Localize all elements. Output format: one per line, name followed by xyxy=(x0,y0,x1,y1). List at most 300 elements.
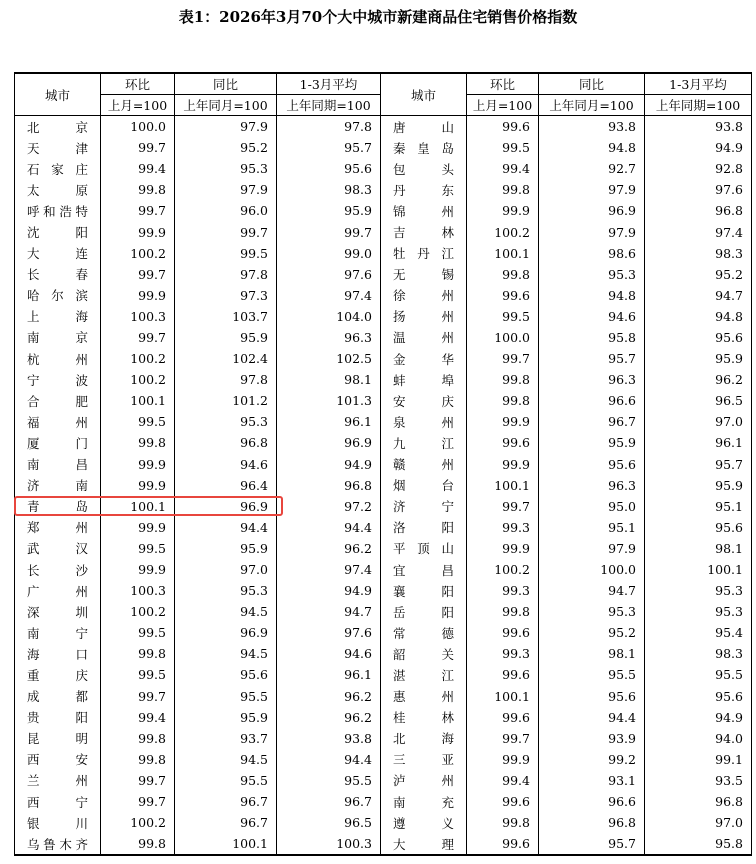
value-cell-mom: 99.6 xyxy=(467,664,539,685)
city-name: 北 京 xyxy=(27,119,88,135)
value-cell-mom: 99.8 xyxy=(101,749,175,770)
city-cell xyxy=(15,243,101,264)
value-cell-yoy: 97.9 xyxy=(539,179,645,200)
value-cell-mom: 100.1 xyxy=(101,496,175,517)
value-cell-mom: 99.6 xyxy=(467,833,539,855)
city-name: 南 京 xyxy=(27,330,88,346)
city-name: 福 州 xyxy=(27,414,88,430)
city-cell xyxy=(15,158,101,179)
value-cell-yoy: 95.1 xyxy=(539,517,645,538)
table-row xyxy=(15,686,752,707)
city-name: 惠 州 xyxy=(393,689,454,705)
value-cell-yoy: 95.0 xyxy=(539,496,645,517)
value-cell-mom: 99.6 xyxy=(467,791,539,812)
value-cell-mom: 99.7 xyxy=(467,348,539,369)
value-cell-yoy: 96.6 xyxy=(539,791,645,812)
city-cell xyxy=(381,243,467,264)
city-name: 乌 鲁 木 齐 xyxy=(27,836,88,852)
value-cell-mom: 100.1 xyxy=(467,243,539,264)
city-name: 遵 义 xyxy=(393,815,454,831)
value-cell-mom: 99.8 xyxy=(101,833,175,855)
city-name: 蚌 埠 xyxy=(393,372,454,388)
value-cell-avg: 95.3 xyxy=(645,601,752,622)
header-yoy-base-left: 上年同月=100 xyxy=(175,95,277,116)
value-cell-mom: 99.4 xyxy=(101,707,175,728)
table-row xyxy=(15,285,752,306)
value-cell-yoy: 99.2 xyxy=(539,749,645,770)
value-cell-avg: 98.3 xyxy=(645,243,752,264)
city-cell xyxy=(381,538,467,559)
city-name: 长 沙 xyxy=(27,562,88,578)
city-cell xyxy=(381,622,467,643)
value-cell-avg: 96.1 xyxy=(277,411,381,432)
value-cell-yoy: 97.8 xyxy=(175,264,277,285)
value-cell-avg: 96.5 xyxy=(277,812,381,833)
value-cell-yoy: 94.5 xyxy=(175,643,277,664)
city-cell xyxy=(15,622,101,643)
table-row xyxy=(15,833,752,855)
value-cell-mom: 99.9 xyxy=(467,411,539,432)
city-name: 南 充 xyxy=(393,794,454,810)
value-cell-yoy: 95.3 xyxy=(175,580,277,601)
city-cell xyxy=(15,116,101,138)
value-cell-yoy: 95.9 xyxy=(175,538,277,559)
value-cell-avg: 96.8 xyxy=(645,791,752,812)
value-cell-mom: 99.6 xyxy=(467,622,539,643)
city-cell xyxy=(381,179,467,200)
city-cell xyxy=(15,580,101,601)
value-cell-mom: 99.7 xyxy=(467,496,539,517)
value-cell-yoy: 95.9 xyxy=(539,432,645,453)
city-name: 上 海 xyxy=(27,309,88,325)
value-cell-yoy: 96.4 xyxy=(175,475,277,496)
city-name: 大 理 xyxy=(393,836,454,852)
value-cell-yoy: 95.5 xyxy=(175,770,277,791)
city-cell xyxy=(15,728,101,749)
value-cell-yoy: 94.5 xyxy=(175,601,277,622)
city-name: 沈 阳 xyxy=(27,225,88,241)
table-row xyxy=(15,348,752,369)
city-name: 西 宁 xyxy=(27,794,88,810)
value-cell-yoy: 97.8 xyxy=(175,369,277,390)
value-cell-yoy: 95.9 xyxy=(175,707,277,728)
value-cell-mom: 99.7 xyxy=(101,770,175,791)
table-row xyxy=(15,221,752,242)
table-row xyxy=(15,200,752,221)
city-cell xyxy=(381,432,467,453)
table-row xyxy=(15,475,752,496)
value-cell-mom: 99.5 xyxy=(467,306,539,327)
table-row xyxy=(15,580,752,601)
city-cell xyxy=(15,264,101,285)
value-cell-yoy: 101.2 xyxy=(175,390,277,411)
city-cell xyxy=(381,580,467,601)
value-cell-yoy: 96.6 xyxy=(539,390,645,411)
city-name: 长 春 xyxy=(27,267,88,283)
table-title: 表1：2026年3月70个大中城市新建商品住宅销售价格指数 xyxy=(178,8,578,26)
value-cell-avg: 94.9 xyxy=(277,454,381,475)
city-name: 北 海 xyxy=(393,731,454,747)
value-cell-avg: 96.8 xyxy=(277,475,381,496)
value-cell-mom: 99.9 xyxy=(101,454,175,475)
value-cell-avg: 96.3 xyxy=(277,327,381,348)
city-name: 湛 江 xyxy=(393,667,454,683)
city-name: 九 江 xyxy=(393,435,454,451)
value-cell-mom: 100.2 xyxy=(101,812,175,833)
value-cell-mom: 99.7 xyxy=(101,686,175,707)
city-cell xyxy=(381,833,467,855)
city-name: 桂 林 xyxy=(393,710,454,726)
value-cell-yoy: 93.8 xyxy=(539,116,645,138)
city-cell xyxy=(381,601,467,622)
value-cell-mom: 99.8 xyxy=(101,179,175,200)
city-cell xyxy=(381,327,467,348)
city-name: 杭 州 xyxy=(27,351,88,367)
city-name: 丹 东 xyxy=(393,182,454,198)
table-row xyxy=(15,411,752,432)
value-cell-mom: 99.7 xyxy=(101,200,175,221)
city-cell xyxy=(15,432,101,453)
city-cell xyxy=(381,200,467,221)
value-cell-yoy: 92.7 xyxy=(539,158,645,179)
value-cell-avg: 95.6 xyxy=(645,686,752,707)
city-cell xyxy=(15,643,101,664)
value-cell-avg: 95.3 xyxy=(645,580,752,601)
value-cell-avg: 97.6 xyxy=(645,179,752,200)
value-cell-mom: 100.2 xyxy=(101,348,175,369)
value-cell-yoy: 95.9 xyxy=(175,327,277,348)
value-cell-mom: 99.9 xyxy=(467,454,539,475)
value-cell-mom: 99.7 xyxy=(101,327,175,348)
city-cell xyxy=(381,643,467,664)
value-cell-mom: 99.9 xyxy=(101,559,175,580)
value-cell-yoy: 102.4 xyxy=(175,348,277,369)
city-name: 重 庆 xyxy=(27,667,88,683)
table-row xyxy=(15,728,752,749)
value-cell-yoy: 95.2 xyxy=(539,622,645,643)
value-cell-mom: 99.9 xyxy=(467,200,539,221)
value-cell-mom: 99.7 xyxy=(101,791,175,812)
value-cell-mom: 99.8 xyxy=(467,812,539,833)
value-cell-mom: 99.9 xyxy=(101,475,175,496)
city-cell xyxy=(15,664,101,685)
city-cell xyxy=(381,791,467,812)
header-avg-base-right: 上年同期=100 xyxy=(645,95,752,116)
city-cell xyxy=(381,116,467,138)
table-row xyxy=(15,791,752,812)
value-cell-yoy: 95.6 xyxy=(175,664,277,685)
value-cell-mom: 100.0 xyxy=(467,327,539,348)
value-cell-mom: 99.5 xyxy=(467,137,539,158)
value-cell-avg: 95.1 xyxy=(645,496,752,517)
city-cell xyxy=(381,517,467,538)
header-mom-base-left: 上月=100 xyxy=(101,95,175,116)
value-cell-mom: 100.2 xyxy=(101,243,175,264)
value-cell-avg: 97.2 xyxy=(277,496,381,517)
table-row xyxy=(15,664,752,685)
value-cell-avg: 104.0 xyxy=(277,306,381,327)
city-cell xyxy=(381,749,467,770)
city-cell xyxy=(15,601,101,622)
city-cell xyxy=(381,158,467,179)
value-cell-mom: 99.9 xyxy=(101,221,175,242)
city-cell xyxy=(381,559,467,580)
value-cell-yoy: 94.4 xyxy=(175,517,277,538)
city-name: 三 亚 xyxy=(393,752,454,768)
value-cell-mom: 99.5 xyxy=(101,411,175,432)
city-name: 安 庆 xyxy=(393,393,454,409)
value-cell-yoy: 95.7 xyxy=(539,833,645,855)
city-cell xyxy=(15,707,101,728)
value-cell-mom: 99.8 xyxy=(101,728,175,749)
value-cell-yoy: 94.6 xyxy=(175,454,277,475)
value-cell-yoy: 95.5 xyxy=(175,686,277,707)
city-cell xyxy=(15,369,101,390)
value-cell-avg: 96.1 xyxy=(277,664,381,685)
value-cell-mom: 99.3 xyxy=(467,517,539,538)
city-name: 天 津 xyxy=(27,140,88,156)
table-row xyxy=(15,517,752,538)
value-cell-mom: 99.6 xyxy=(467,285,539,306)
city-name: 呼 和 浩 特 xyxy=(27,203,88,219)
value-cell-yoy: 98.1 xyxy=(539,643,645,664)
value-cell-avg: 96.2 xyxy=(277,707,381,728)
table-row xyxy=(15,306,752,327)
city-name: 银 川 xyxy=(27,815,88,831)
value-cell-yoy: 96.8 xyxy=(175,432,277,453)
header-city-right: 城市 xyxy=(381,73,467,116)
city-cell xyxy=(15,200,101,221)
table-row xyxy=(15,243,752,264)
city-cell xyxy=(15,179,101,200)
value-cell-mom: 99.3 xyxy=(467,580,539,601)
value-cell-mom: 99.8 xyxy=(467,601,539,622)
city-name: 昆 明 xyxy=(27,731,88,747)
value-cell-avg: 95.4 xyxy=(645,622,752,643)
value-cell-mom: 99.8 xyxy=(467,264,539,285)
value-cell-avg: 94.9 xyxy=(645,707,752,728)
value-cell-mom: 100.2 xyxy=(467,221,539,242)
city-name: 石 家 庄 xyxy=(27,161,88,177)
value-cell-avg: 96.2 xyxy=(277,686,381,707)
value-cell-yoy: 95.3 xyxy=(175,158,277,179)
value-cell-avg: 95.6 xyxy=(645,327,752,348)
city-name: 西 安 xyxy=(27,752,88,768)
value-cell-avg: 101.3 xyxy=(277,390,381,411)
city-cell xyxy=(381,664,467,685)
city-name: 宜 昌 xyxy=(393,562,454,578)
header-yoy-right: 同比 xyxy=(539,73,645,95)
value-cell-avg: 99.0 xyxy=(277,243,381,264)
price-index-table xyxy=(14,72,752,856)
value-cell-avg: 97.6 xyxy=(277,622,381,643)
city-name: 平 顶 山 xyxy=(393,541,454,557)
city-name: 太 原 xyxy=(27,182,88,198)
value-cell-yoy: 93.7 xyxy=(175,728,277,749)
value-cell-mom: 100.2 xyxy=(101,601,175,622)
value-cell-yoy: 96.3 xyxy=(539,369,645,390)
value-cell-yoy: 97.0 xyxy=(175,559,277,580)
value-cell-yoy: 95.6 xyxy=(539,686,645,707)
city-cell xyxy=(15,411,101,432)
value-cell-yoy: 95.7 xyxy=(539,348,645,369)
value-cell-yoy: 103.7 xyxy=(175,306,277,327)
value-cell-yoy: 95.3 xyxy=(175,411,277,432)
value-cell-avg: 93.8 xyxy=(645,116,752,138)
value-cell-avg: 99.1 xyxy=(645,749,752,770)
value-cell-avg: 95.6 xyxy=(277,158,381,179)
value-cell-yoy: 95.6 xyxy=(539,454,645,475)
city-cell xyxy=(381,390,467,411)
value-cell-mom: 100.3 xyxy=(101,306,175,327)
value-cell-mom: 99.3 xyxy=(467,643,539,664)
value-cell-yoy: 95.3 xyxy=(539,601,645,622)
city-name: 吉 林 xyxy=(393,225,454,241)
value-cell-mom: 99.8 xyxy=(467,390,539,411)
city-name: 赣 州 xyxy=(393,457,454,473)
city-cell xyxy=(381,770,467,791)
table-row xyxy=(15,707,752,728)
city-cell xyxy=(15,770,101,791)
value-cell-yoy: 96.8 xyxy=(539,812,645,833)
city-name: 洛 阳 xyxy=(393,520,454,536)
city-name: 济 宁 xyxy=(393,499,454,515)
city-cell xyxy=(381,285,467,306)
table-row xyxy=(15,643,752,664)
table-row xyxy=(15,559,752,580)
value-cell-avg: 95.5 xyxy=(277,770,381,791)
value-cell-mom: 100.1 xyxy=(101,390,175,411)
value-cell-yoy: 94.8 xyxy=(539,137,645,158)
table-row xyxy=(15,137,752,158)
city-cell xyxy=(15,390,101,411)
value-cell-mom: 99.9 xyxy=(101,517,175,538)
value-cell-yoy: 93.1 xyxy=(539,770,645,791)
table-row xyxy=(15,496,752,517)
table-row xyxy=(15,264,752,285)
value-cell-avg: 94.9 xyxy=(277,580,381,601)
value-cell-mom: 99.8 xyxy=(467,369,539,390)
city-name: 南 昌 xyxy=(27,457,88,473)
value-cell-yoy: 96.9 xyxy=(175,496,277,517)
table-row xyxy=(15,432,752,453)
value-cell-yoy: 97.9 xyxy=(175,179,277,200)
value-cell-mom: 100.1 xyxy=(467,475,539,496)
value-cell-avg: 96.8 xyxy=(645,200,752,221)
table-row xyxy=(15,327,752,348)
city-cell xyxy=(15,686,101,707)
city-name: 深 圳 xyxy=(27,604,88,620)
value-cell-avg: 98.3 xyxy=(645,643,752,664)
city-name: 温 州 xyxy=(393,330,454,346)
city-cell xyxy=(381,812,467,833)
city-name: 兰 州 xyxy=(27,773,88,789)
city-name: 广 州 xyxy=(27,583,88,599)
header-avg-base-left: 上年同期=100 xyxy=(277,95,381,116)
value-cell-avg: 94.0 xyxy=(645,728,752,749)
city-cell xyxy=(381,728,467,749)
city-name: 泉 州 xyxy=(393,414,454,430)
value-cell-avg: 96.7 xyxy=(277,791,381,812)
city-name: 南 宁 xyxy=(27,625,88,641)
value-cell-yoy: 97.9 xyxy=(539,221,645,242)
city-name: 哈 尔 滨 xyxy=(27,288,88,304)
value-cell-avg: 96.5 xyxy=(645,390,752,411)
city-cell xyxy=(381,496,467,517)
value-cell-mom: 99.8 xyxy=(467,179,539,200)
city-name: 武 汉 xyxy=(27,541,88,557)
value-cell-avg: 92.8 xyxy=(645,158,752,179)
city-name: 大 连 xyxy=(27,246,88,262)
value-cell-avg: 95.6 xyxy=(645,517,752,538)
city-name: 岳 阳 xyxy=(393,604,454,620)
value-cell-yoy: 98.6 xyxy=(539,243,645,264)
value-cell-yoy: 96.7 xyxy=(539,411,645,432)
city-name: 成 都 xyxy=(27,689,88,705)
value-cell-avg: 93.5 xyxy=(645,770,752,791)
city-cell xyxy=(381,411,467,432)
value-cell-avg: 100.3 xyxy=(277,833,381,855)
value-cell-mom: 99.6 xyxy=(467,432,539,453)
city-cell xyxy=(381,475,467,496)
value-cell-yoy: 95.8 xyxy=(539,327,645,348)
city-cell xyxy=(381,137,467,158)
table-body xyxy=(15,116,752,856)
value-cell-avg: 94.6 xyxy=(277,643,381,664)
value-cell-yoy: 95.3 xyxy=(539,264,645,285)
city-cell xyxy=(15,348,101,369)
city-name: 厦 门 xyxy=(27,435,88,451)
city-name: 徐 州 xyxy=(393,288,454,304)
header-mom-left: 环比 xyxy=(101,73,175,95)
city-cell xyxy=(15,749,101,770)
table-row xyxy=(15,158,752,179)
value-cell-avg: 96.9 xyxy=(277,432,381,453)
value-cell-mom: 99.7 xyxy=(467,728,539,749)
city-cell xyxy=(15,285,101,306)
value-cell-mom: 99.5 xyxy=(101,538,175,559)
city-cell xyxy=(15,137,101,158)
table-row xyxy=(15,179,752,200)
value-cell-avg: 94.9 xyxy=(645,137,752,158)
city-cell xyxy=(15,454,101,475)
table-row xyxy=(15,390,752,411)
city-name: 常 德 xyxy=(393,625,454,641)
table-row xyxy=(15,770,752,791)
value-cell-mom: 99.4 xyxy=(467,770,539,791)
header-yoy-left: 同比 xyxy=(175,73,277,95)
city-cell xyxy=(15,306,101,327)
value-cell-mom: 100.0 xyxy=(101,116,175,138)
value-cell-yoy: 94.6 xyxy=(539,306,645,327)
value-cell-yoy: 95.5 xyxy=(539,664,645,685)
value-cell-yoy: 95.2 xyxy=(175,137,277,158)
value-cell-avg: 102.5 xyxy=(277,348,381,369)
city-cell xyxy=(15,538,101,559)
city-cell xyxy=(15,791,101,812)
value-cell-avg: 94.4 xyxy=(277,749,381,770)
city-name: 唐 山 xyxy=(393,119,454,135)
value-cell-avg: 95.9 xyxy=(645,348,752,369)
value-cell-avg: 97.4 xyxy=(277,285,381,306)
value-cell-yoy: 93.9 xyxy=(539,728,645,749)
table-row xyxy=(15,601,752,622)
city-name: 青 岛 xyxy=(27,499,88,515)
city-cell xyxy=(15,517,101,538)
value-cell-mom: 99.4 xyxy=(101,158,175,179)
value-cell-avg: 96.1 xyxy=(645,432,752,453)
header-avg-left: 1-3月平均 xyxy=(277,73,381,95)
